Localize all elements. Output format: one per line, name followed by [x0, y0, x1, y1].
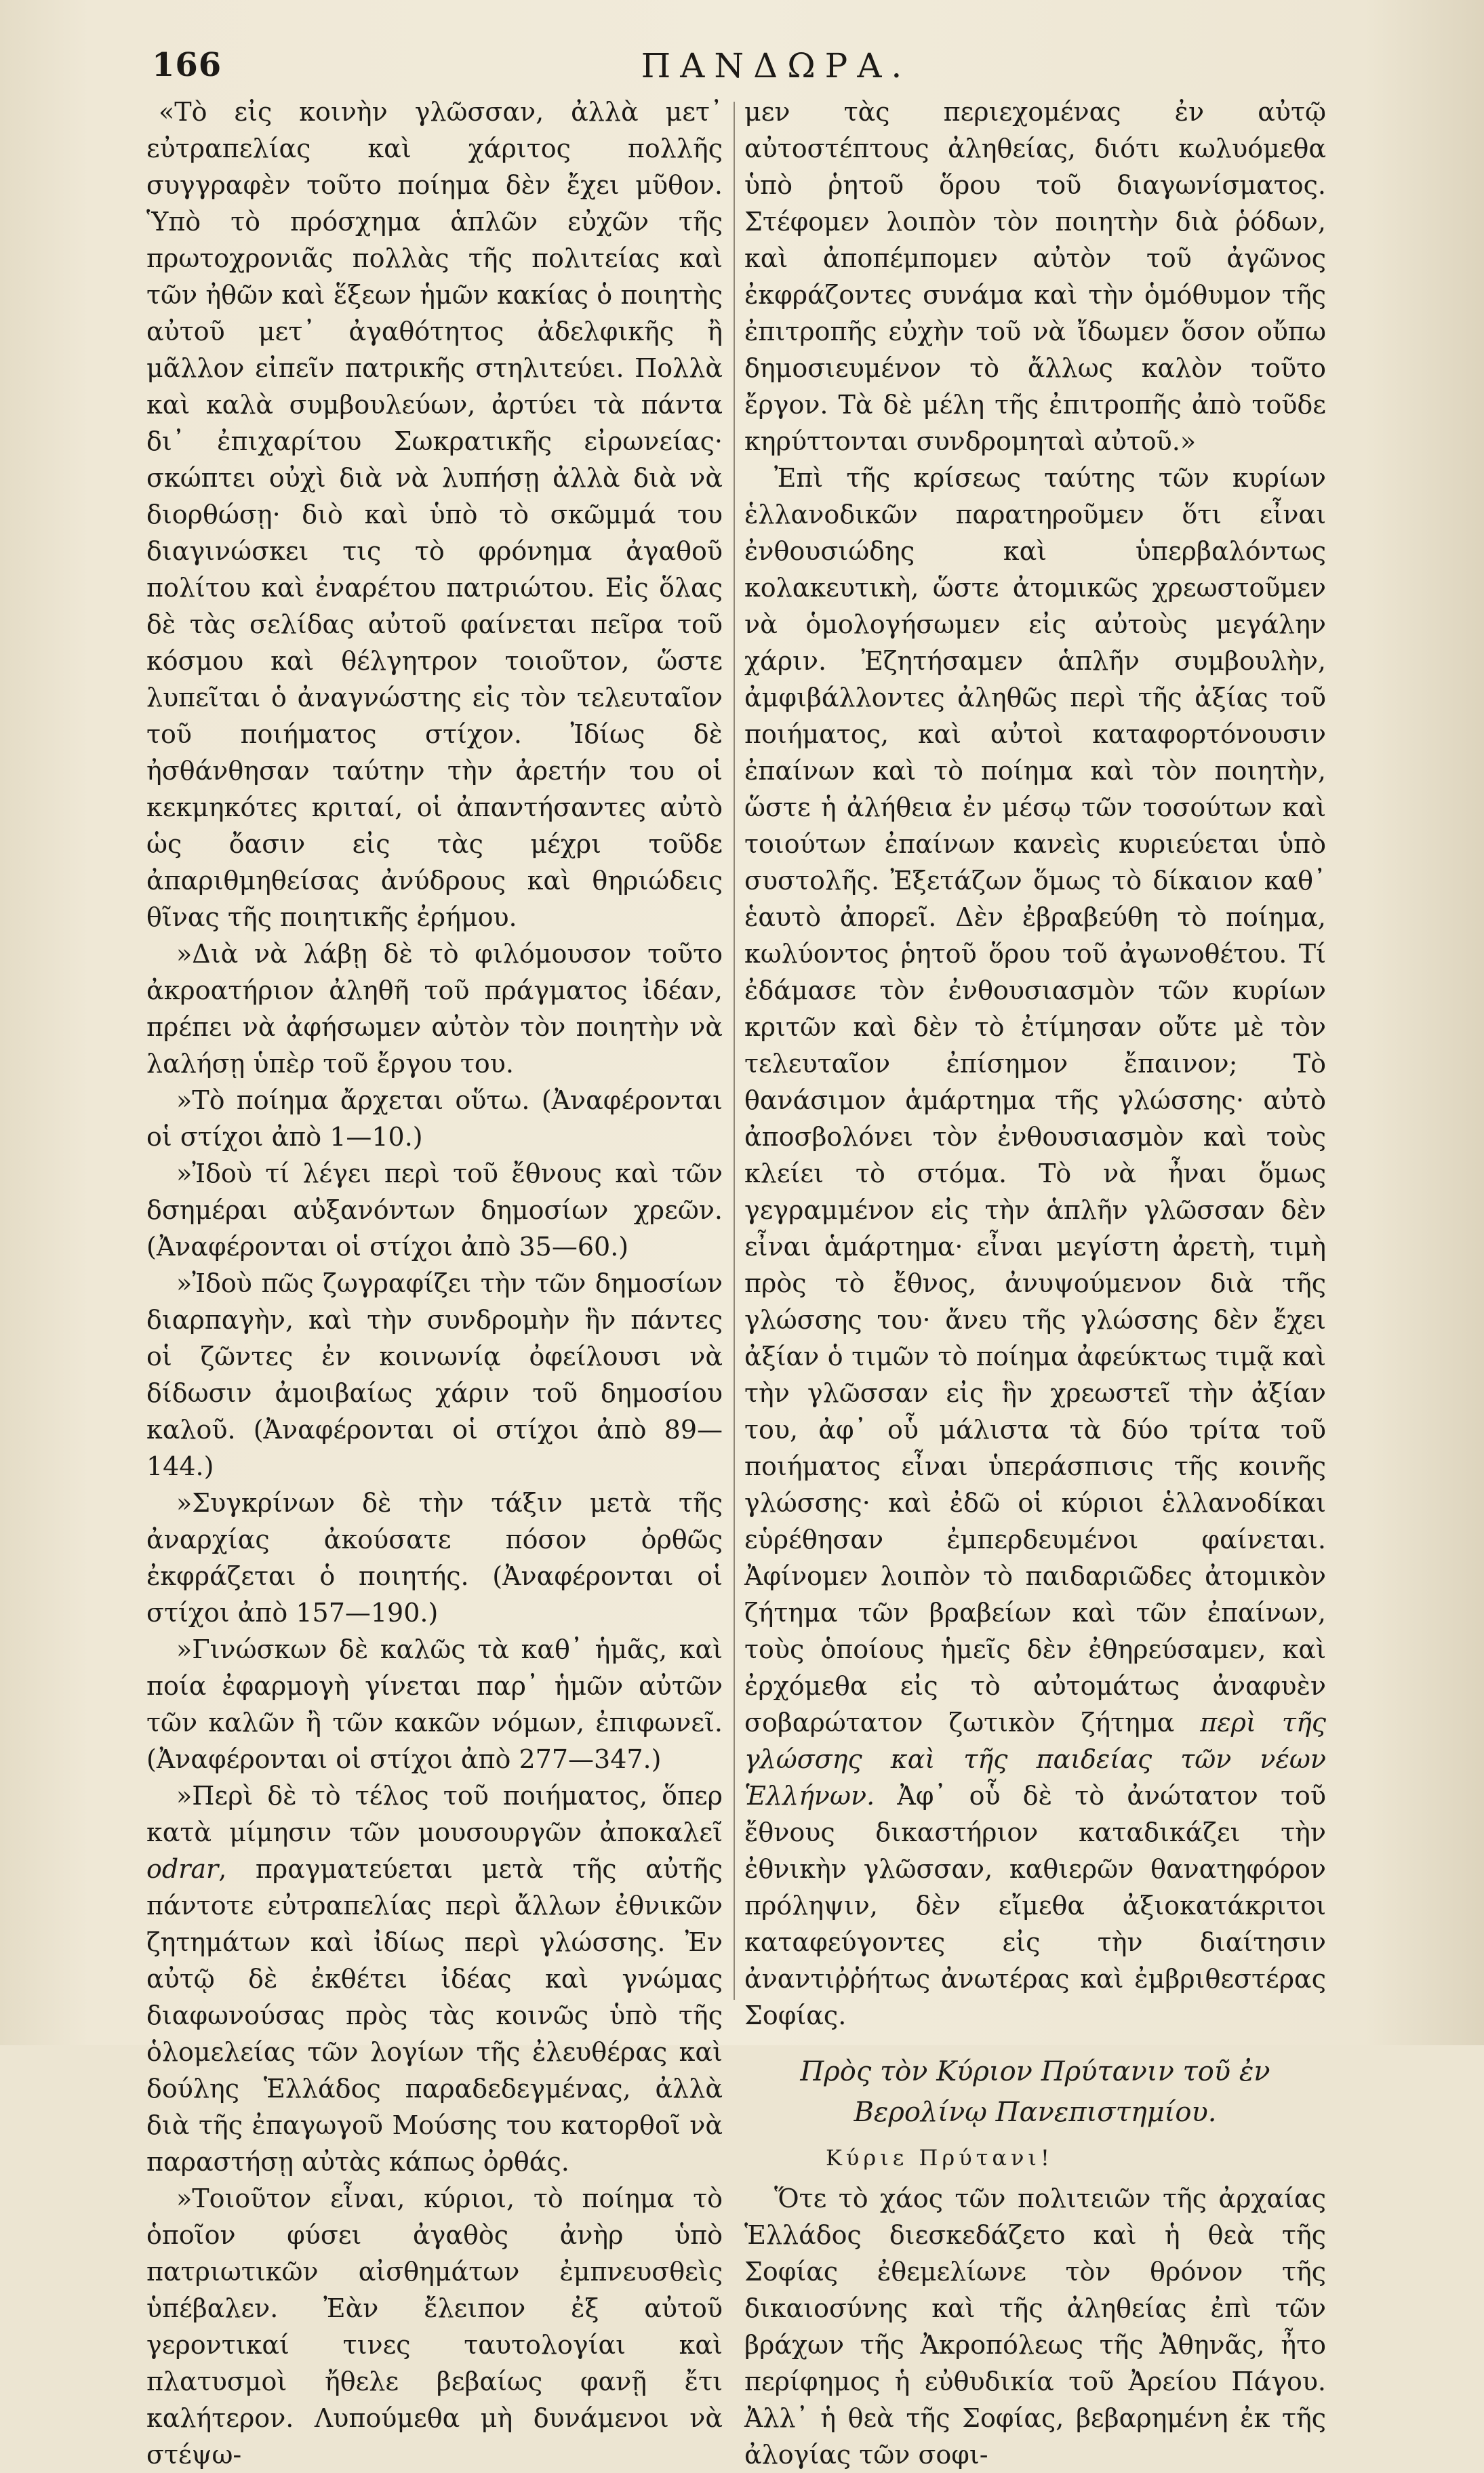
letter-heading: Πρὸς τὸν Κύριον Πρύτανιν τοῦ ἐν Βερολίνῳ Πανεπιστημίου. [800, 2056, 1270, 2128]
paragraph: »Ἰδοὺ πῶς ζωγραφίζει τὴν τῶν δημοσίων διαρπαγὴν, καὶ τὴν συνδρομὴν ἣν πάντες οἱ ζῶντες ἐν κοινωνίᾳ ὀφείλουσι νὰ δίδωσιν ἀμοιβαίως χάριν τοῦ δημοσίου καλοῦ. (Ἀναφέρονται οἱ στίχοι ἀπὸ 89—144.) [146, 1268, 723, 1481]
page-header [142, 46, 1410, 94]
paragraph: »Τὸ ποίημα ἄρχεται οὕτω. (Ἀναφέρονται οἱ στίχοι ἀπὸ 1—10.) [146, 1085, 723, 1152]
italic-term: odrar [146, 1854, 219, 1884]
right-column [744, 94, 1326, 2473]
text-run: »Περὶ δὲ τὸ τέλος τοῦ ποιήματος, ὅπερ κατὰ μίμησιν τῶν μουσουργῶν ἀποκαλεῖ [146, 1781, 723, 1847]
paragraph [744, 460, 1326, 2034]
text-run: , πραγματεύεται μετὰ τῆς αὐτῆς πάντοτε εὐτραπελίας περὶ ἄλλων ἐθνικῶν ζητημάτων καὶ ἰδίως περὶ γλώσσης. Ἐν αὐτῷ δὲ ἐκθέτει ἰδέας καὶ γνώμας διαφωνούσας πρὸς τὰς κοινῶς ὑπὸ τῆς ὁλομελείας τῶν λογίων τῆς ἐλευθέρας καὶ δούλης Ἑλλάδος παραδεδεγμένας, ἀλλὰ διὰ τῆς ἐπαγωγοῦ Μούσης του κατορθοῖ νὰ παραστήσῃ αὐτὰς κάπως ὀρθάς. [146, 1854, 723, 2177]
paragraph: »Τοιοῦτον εἶναι, κύριοι, τὸ ποίημα τὸ ὁποῖον φύσει ἀγαθὸς ἀνὴρ ὑπὸ πατριωτικῶν αἰσθημάτων ἐμπνευσθεὶς ὑπέβαλεν. Ἐὰν ἔλειπον ἐξ αὐτοῦ γεροντικαί τινες ταυτολογίαι καὶ πλατυσμοὶ ἤθελε βεβαίως φανῇ ἔτι καλήτερον. Λυπούμεθα μὴ δυνάμενοι νὰ στέψω- [146, 2184, 723, 2470]
italic-phrase: περὶ τῆς γλώσσης καὶ τῆς παιδείας τῶν νέων Ἑλλήνων. [744, 1708, 1327, 1811]
paragraph: μεν τὰς περιεχομένας ἐν αὐτῷ αὐτοστέπτους ἀληθείας, διότι κωλυόμεθα ὑπὸ ῥητοῦ ὅρου τοῦ διαγωνίσματος. Στέφομεν λοιπὸν τὸν ποιητὴν διὰ ῥόδων, καὶ ἀποπέμπομεν αὐτὸν τοῦ ἀγῶνος ἐκφράζοντες συνάμα καὶ τὴν ὁμόθυμον τῆς ἐπιτροπῆς εὐχὴν τοῦ νὰ ἴδωμεν ὅσον οὔπω δημοσιευμένον τὸ ἄλλως καλὸν τοῦτο ἔργον. Τὰ δὲ μέλη τῆς ἐπιτροπῆς ἀπὸ τοῦδε κηρύττονται συνδρομηταὶ αὐτοῦ.» [744, 97, 1326, 456]
page-number: 166 [152, 46, 222, 84]
paragraph: Ὅτε τὸ χάος τῶν πολιτειῶν τῆς ἀρχαίας Ἑλλάδος διεσκεδάζετο καὶ ἡ θεὰ τῆς Σοφίας ἐθεμελίωνε τὸν θρόνον τῆς δικαιοσύνης καὶ τῆς ἀληθείας ἐπὶ τῶν βράχων τῆς Ἀκροπόλεως τῆς Ἀθηνᾶς, ἦτο περίφημος ἡ εὐθυδικία τοῦ Ἀρείου Πάγου. Ἀλλ᾽ ἡ θεὰ τῆς Σοφίας, βεβαρημένη ἐκ τῆς ἀλογίας τῶν σοφι- [744, 2184, 1326, 2470]
paragraph: »Συγκρίνων δὲ τὴν τάξιν μετὰ τῆς ἀναρχίας ἀκούσατε πόσον ὀρθῶς ἐκφράζεται ὁ ποιητής. (Ἀναφέρονται οἱ στίχοι ἀπὸ 157—190.) [146, 1488, 723, 1628]
paragraph: »Διὰ νὰ λάβῃ δὲ τὸ φιλόμουσον τοῦτο ἀκροατήριον ἀληθῆ τοῦ πράγματος ἰδέαν, πρέπει νὰ ἀφήσωμεν αὐτὸν τὸν ποιητὴν νὰ λαλήσῃ ὑπὲρ τοῦ ἔργου του. [146, 939, 723, 1079]
paragraph: »Γινώσκων δὲ καλῶς τὰ καθ᾽ ἡμᾶς, καὶ ποία ἐφαρμογὴ γίνεται παρ᾽ ἡμῶν αὐτῶν τῶν καλῶν ἢ τῶν κακῶν νόμων, ἐπιφωνεῖ. (Ἀναφέρονται οἱ στίχοι ἀπὸ 277—347.) [146, 1634, 723, 1774]
text-run: Ἐπὶ τῆς κρίσεως ταύτης τῶν κυρίων ἑλλανοδικῶν παρατηροῦμεν ὅτι εἶναι ἐνθουσιώδης καὶ ὑπερβαλόντως κολακευτικὴ, ὥστε ἀτομικῶς χρεωστοῦμεν νὰ ὁμολογήσωμεν εἰς αὐτοὺς μεγάλην χάριν. Ἐζητήσαμεν ἁπλῆν συμβουλὴν, ἀμφιβάλλοντες ἀληθῶς περὶ τῆς ἀξίας τοῦ ποιήματος, καὶ αὐτοὶ καταφορτόνουσιν ἐπαίνων καὶ τὸ ποίημα καὶ τὸν ποιητὴν, ὥστε ἡ ἀλήθεια ἐν μέσῳ τῶν τοσούτων καὶ τοιούτων ἐπαίνων κανεὶς κυριεύεται ὑπὸ συστολῆς. Ἐξετάζων ὅμως τὸ δίκαιον καθ᾽ ἑαυτὸ ἀπορεῖ. Δὲν ἐβραβεύθη τὸ ποίημα, κωλύοντος ῥητοῦ ὅρου τοῦ ἀγωνοθέτου. Τί ἐδάμασε τὸν ἐνθουσιασμὸν τῶν κυρίων κριτῶν καὶ δὲν τὸ ἐτίμησαν οὔτε μὲ τὸν τελευταῖον ἐπίσημον ἔπαινον; Τὸ θανάσιμον ἁμάρτημα τῆς γλώσσης· αὐτὸ ἀποσβολόνει τὸν ἐνθουσιασμὸν καὶ τοὺς κλείει τὸ στόμα. Τὸ νὰ ἦναι ὅμως γεγραμμένον εἰς τὴν ἁπλῆν γλῶσσαν δὲν εἶναι ἁμάρτημα· εἶναι μεγίστη ἀρετὴ, τιμὴ πρὸς τὸ ἔθνος, ἀνυψούμενον διὰ τῆς γλώσσης του· ἄνευ τῆς γλώσσης δὲν ἔχει ἀξίαν ὁ τιμῶν τὸ ποίημα ἀφεύκτως τιμᾷ καὶ τὴν γλῶσσαν εἰς ἣν χρεωστεῖ τὴν ἀξίαν του, ἀφ᾽ οὗ μάλιστα τὰ δύο τρίτα τοῦ ποιήματος εἶναι ὑπεράσπισις τῆς κοινῆς γλώσσης· καὶ ἐδῶ οἱ κύριοι ἑλλανοδίκαι εὑρέθησαν ἐμπερδευμένοι φαίνεται. Ἀφίνομεν λοιπὸν τὸ παιδαριῶδες ἀτομικὸν ζήτημα τῶν βραβείων καὶ τῶν ἐπαίνων, τοὺς ὁποίους ἡμεῖς δὲν ἐθηρεύσαμεν, καὶ ἐρχόμεθα εἰς τὸ αὐτομάτως ἀναφυὲν σοβαρώτατον ζωτικὸν ζήτημα [744, 463, 1326, 1737]
paragraph: »Ἰδοὺ τί λέγει περὶ τοῦ ἔθνους καὶ τῶν δσημέραι αὐξανόντων δημοσίων χρεῶν. (Ἀναφέρονται οἱ στίχοι ἀπὸ 35—60.) [146, 1159, 723, 1262]
column-divider [734, 102, 735, 2000]
salutation: Κύριε Πρύτανι! [826, 2145, 1054, 2171]
text-run: Ἀφ᾽ οὗ δὲ τὸ ἀνώτατον τοῦ ἔθνους δικαστήριον καταδικάζει τὴν ἐθνικὴν γλῶσσαν, καθιερῶν θανατηφόρον πρόληψιν, δὲν εἴμεθα ἀξιοκατάκριτοι καταφεύγοντες εἰς τὴν διαίτησιν ἀναντιῤῥήτως ἀνωτέρας καὶ ἐμβριθεστέρας Σοφίας. [744, 1781, 1326, 2030]
left-column [146, 94, 723, 2473]
running-title: ΠΑΝΔΩΡΑ. [641, 46, 912, 85]
paragraph [146, 1777, 723, 2180]
paragraph: «Τὸ εἰς κοινὴν γλῶσσαν, ἀλλὰ μετ᾽ εὐτραπελίας καὶ χάριτος πολλῆς συγγραφὲν τοῦτο ποίημα δὲν ἔχει μῦθον. Ὑπὸ τὸ πρόσχημα ἁπλῶν εὐχῶν τῆς πρωτοχρονιᾶς πολλὰς τῆς πολιτείας καὶ τῶν ἠθῶν καὶ ἕξεων ἡμῶν κακίας ὁ ποιητὴς αὐτοῦ μετ᾽ ἀγαθότητος ἀδελφικῆς ἢ μᾶλλον εἰπεῖν πατρικῆς στηλιτεύει. Πολλὰ καὶ καλὰ συμβουλεύων, ἀρτύει τὰ πάντα δι᾽ ἐπιχαρίτου Σωκρατικῆς εἰρωνείας· σκώπτει οὐχὶ διὰ νὰ λυπήσῃ ἀλλὰ διὰ νὰ διορθώσῃ· διὸ καὶ ὑπὸ τὸ σκῶμμά του διαγινώσκει τις τὸ φρόνημα ἀγαθοῦ πολίτου καὶ ἐναρέτου πατριώτου. Εἰς ὅλας δὲ τὰς σελίδας αὐτοῦ φαίνεται πεῖρα τοῦ κόσμου καὶ θέλγητρον τοιοῦτον, ὥστε λυπεῖται ὁ ἀναγνώστης εἰς τὸν τελευταῖον τοῦ ποιήματος στίχον. Ἰδίως δὲ ἠσθάνθησαν ταύτην τὴν ἀρετήν του οἱ κεκμηκότες κριταί, οἱ ἀπαντήσαντες αὐτὸ ὡς ὄασιν εἰς τὰς μέχρι τοῦδε ἀπαριθμηθείσας ἀνύδρους καὶ θηριώδεις θῖνας τῆς ποιητικῆς ἐρήμου. [146, 97, 723, 932]
